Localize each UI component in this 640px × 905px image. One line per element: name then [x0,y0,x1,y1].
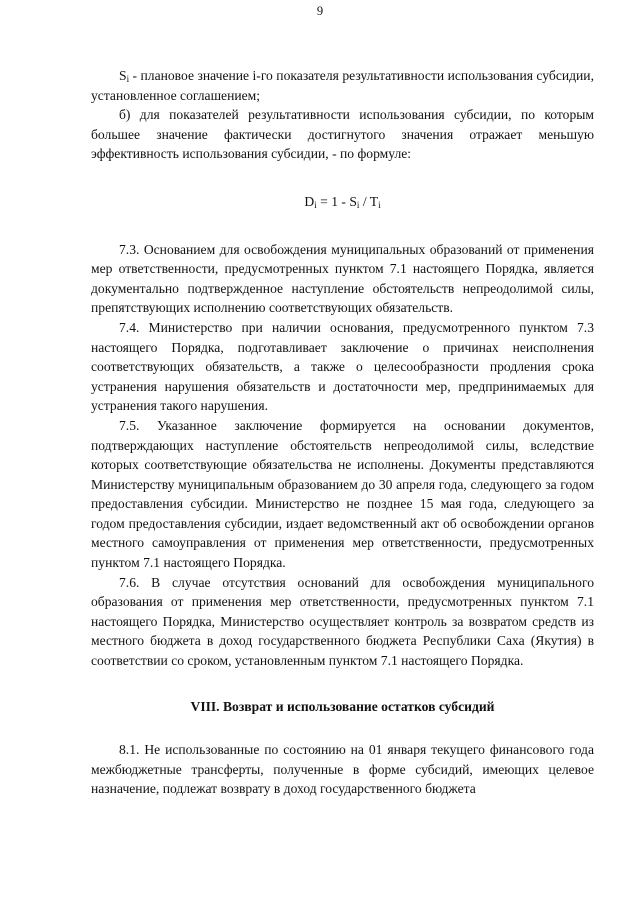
formula [91,192,594,212]
s-subscript: i [126,74,130,84]
formula-d-subscript: i [314,199,317,210]
s-definition-text: - плановое значение i-го показателя результативности использования субсидии, установленное соглашением; [91,68,594,103]
paragraph-8-1: 8.1. Не использованные по состоянию на 01 января текущего финансового года межбюджетные трансферты, полученные в форме субсидий, имеющих целевое назначение, подлежат возврату в доход государственного бюджета [91,742,594,797]
formula-middle: = 1 - S [316,193,357,209]
paragraph-7-6: 7.6. В случае отсутствия оснований для освобождения муниципального образования от применения мер ответственности, предусмотренных пунктом 7.1 настоящего Порядка, Министерство осуществляет контроль за возвратом средств из местного бюджета в доход государственного бюджета Республики Саха (Якутия) в соответствии со сроком, установленным пунктом 7.1 настоящего Порядка. [91,574,594,669]
s-symbol: S [119,68,127,83]
document-body [91,66,594,799]
paragraph-7-5: 7.5. Указанное заключение формируется на основании документов, подтверждающих наступление обстоятельств непреодолимой силы, вследствие которых соответствующие обязательства не исполнены. Документы представляются Министерству муниципальным образованием до 30 апреля года, следующего за годом предоставления субсидии. Министерство не позднее 15 мая года, следующего за годом предоставления субсидии, издает ведомственный акт об освобождении органов местного самоуправления от применения мер ответственности, предусмотренных пунктом 7.1 настоящего Порядка. [91,417,594,571]
paragraph-b: б) для показателей результативности использования субсидии, по которым большее значение фактически достигнутого значения отражает меньшую эффективность использования субсидии, - по формуле: [91,107,594,162]
formula-d: D [304,193,315,209]
paragraph-7-4: 7.4. Министерство при наличии основания, предусмотренного пунктом 7.3 настоящего Порядка, подготавливает заключение о причинах неисполнения соответствующих обязательств, а также о целесообразности продления срока устранения нарушения обязательств и достаточности мер, предпринимаемых для устранения такого нарушения. [91,319,594,414]
formula-s-subscript: i [356,199,360,210]
page-number: 9 [316,4,324,18]
paragraph-s-definition [91,66,594,105]
formula-divisor: / T [359,193,379,209]
section-title: VIII. Возврат и использование остатков субсидий [190,698,495,714]
formula-t-subscript: i [378,199,381,210]
paragraph-7-3: 7.3. Основанием для освобождения муниципальных образований от применения мер ответственности, предусмотренных пунктом 7.1 настоящего Порядка, является документально подтвержденное наступление обстоятельств непреодолимой силы, препятствующих исполнению соответствующих обязательств. [91,241,594,316]
